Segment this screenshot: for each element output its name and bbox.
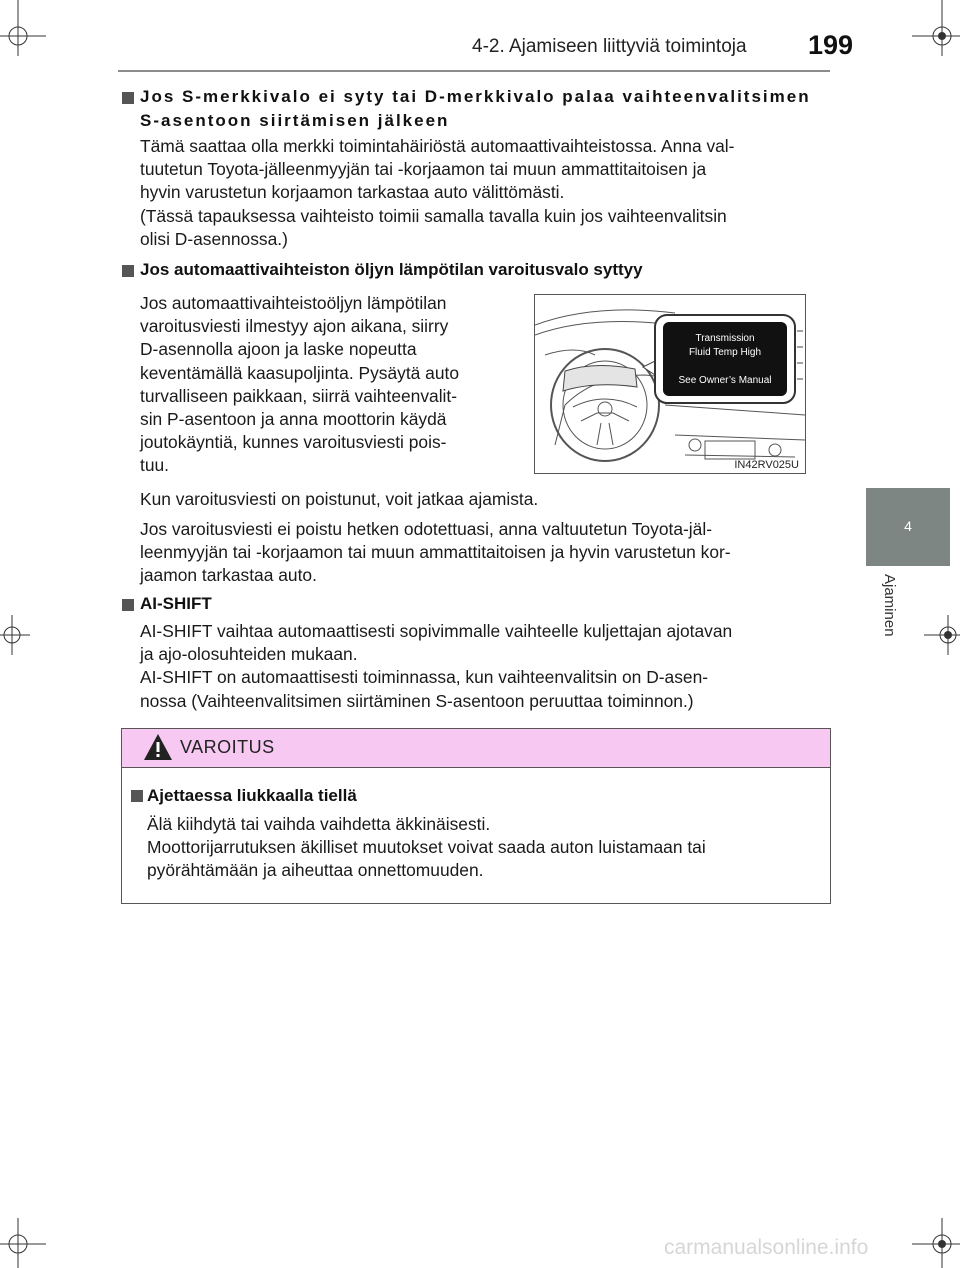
text-line: turvalliseen paikkaan, siirrä vaihteenvalit- — [140, 385, 458, 406]
section-2-body — [140, 292, 514, 478]
crop-mark-top-right — [900, 0, 960, 60]
text-line: ja ajo-olosuhteiden mukaan. — [140, 644, 358, 665]
text-line: varoitusviesti ilmestyy ajon aikana, siirry — [140, 316, 449, 337]
section-heading-2: Jos automaattivaihteiston öljyn lämpötilan varoitusvalo syttyy — [140, 260, 643, 279]
header-divider — [118, 70, 830, 72]
section-heading-1-line2: S-asentoon siirtämisen jälkeen — [140, 111, 450, 130]
dashboard-illustration — [534, 294, 806, 474]
section-2-continued: Kun varoitusviesti on poistunut, voit jatkaa ajamista. — [140, 489, 539, 509]
crop-mark-mid-left — [0, 605, 40, 665]
warning-heading: Ajettaessa liukkaalla tiellä — [147, 786, 357, 805]
section-3-body — [140, 620, 826, 713]
display-line-2: Fluid Temp High — [688, 347, 762, 358]
text-line: D-asennolla ajoon ja laske nopeutta — [140, 339, 417, 360]
text-line: Jos automaattivaihteistoöljyn lämpötilan — [140, 293, 447, 313]
text-line: (Tässä tapauksessa vaihteisto toimii samalla tavalla kuin jos vaihteenvalitsin — [140, 205, 727, 226]
text-line: keventämällä kaasupoljinta. Pysäytä auto — [140, 362, 460, 383]
figure-code: IN42RV025U — [734, 459, 799, 471]
text-line: leenmyyjän tai -korjaamon tai muun ammattitaitoisen ja hyvin varustetun kor- — [140, 542, 731, 563]
display-line-3: See Owner’s Manual — [678, 375, 772, 386]
crop-mark-bottom-left — [0, 1208, 60, 1268]
heading-bullet — [122, 92, 134, 104]
text-line: AI-SHIFT on automaattisesti toiminnassa, kun vaihteenvalitsin on D-asen- — [140, 667, 709, 688]
chapter-label-text: Ajaminen — [881, 574, 898, 637]
text-line: Tämä saattaa olla merkki toimintahäiriöstä automaattivaihteistossa. Anna val- — [140, 136, 735, 156]
text-line: Älä kiihdytä tai vaihda vaihdetta äkkinäisesti. — [147, 814, 491, 834]
section-title: 4-2. Ajamiseen liittyviä toimintoja — [472, 36, 747, 57]
chapter-tab — [866, 488, 950, 566]
text-line: hyvin varustetun korjaamon tarkastaa auto välittömästi. — [140, 182, 565, 203]
crop-mark-top-left — [0, 0, 60, 60]
text-line: Moottorijarrutuksen äkilliset muutokset voivat saada auton luistamaan tai — [147, 837, 706, 858]
section-heading-1-line1: Jos S-merkkivalo ei syty tai D-merkkivalo palaa vaihteenvalitsimen — [140, 87, 811, 106]
section-heading-3: AI-SHIFT — [140, 594, 212, 613]
text-line: pyörähtämään ja aiheuttaa onnettomuuden. — [147, 860, 484, 881]
text-line: sin P-asentoon ja anna moottorin käydä — [140, 409, 447, 430]
heading-bullet — [122, 265, 134, 277]
warning-body — [147, 813, 815, 883]
text-line: jaamon tarkastaa auto. — [140, 565, 317, 586]
warning-triangle-icon — [142, 732, 174, 767]
text-line: olisi D-asennossa.) — [140, 228, 288, 249]
warning-header — [122, 729, 830, 768]
text-line: nossa (Vaihteenvalitsimen siirtäminen S-asentoon peruuttaa toiminnon.) — [140, 690, 694, 711]
chapter-label — [876, 574, 898, 658]
warning-title: VAROITUS — [180, 737, 275, 757]
section-heading-1 — [140, 85, 811, 133]
page-number: 199 — [808, 30, 854, 60]
text-line: tuu. — [140, 455, 170, 476]
crop-mark-bottom-right — [900, 1208, 960, 1268]
watermark: carmanualsonline.info — [664, 1236, 869, 1259]
text-line: joutokäyntiä, kunnes varoitusviesti pois- — [140, 432, 447, 453]
warning-box — [121, 728, 831, 904]
text-line: Jos varoitusviesti ei poistu hetken odotettuasi, anna valtuutetun Toyota-jäl- — [140, 519, 712, 539]
heading-bullet — [131, 790, 143, 802]
crop-mark-mid-right — [920, 605, 960, 665]
section-2-advice — [140, 518, 826, 588]
section-1-body — [140, 135, 826, 251]
chapter-number: 4 — [904, 518, 912, 534]
heading-bullet — [122, 599, 134, 611]
text-line: AI-SHIFT vaihtaa automaattisesti sopivimmalle vaihteelle kuljettajan ajotavan — [140, 621, 733, 641]
text-line: tuutetun Toyota-jälleenmyyjän tai -korjaamon tai muun ammattitaitoisen ja — [140, 159, 707, 180]
display-line-1: Transmission — [695, 333, 755, 344]
